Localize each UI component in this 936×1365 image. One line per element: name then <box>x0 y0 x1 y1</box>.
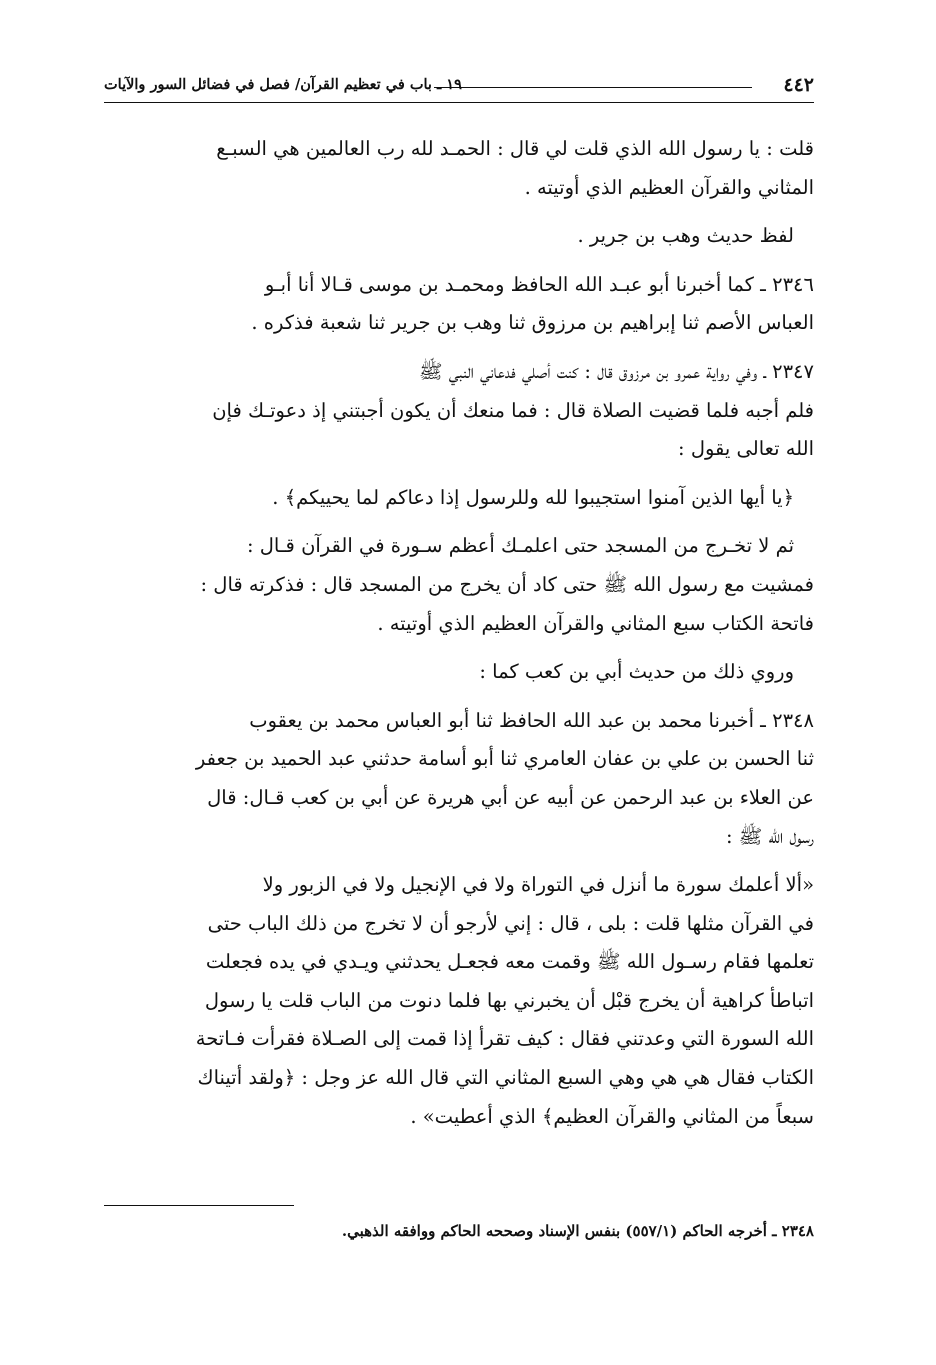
hadith-2347: ٢٣٤٧ ـ وفي رواية عمرو بن مرزوق قال : كنت أصلي فدعاني النبي ﷺ <box>418 359 814 383</box>
text-line: ثم لا تخـرج من المسجد حتى اعلمـك أعظم سـورة في القرآن قـال : <box>246 534 794 558</box>
text-line: فلم أجبه فلما قضيت الصلاة قال : فما منعك أن يكون أجبتني إذ دعوتـك فإن <box>212 398 814 422</box>
footnote-rule <box>104 1205 294 1206</box>
text-line: الله السورة التي وعدتني فقال : كيف تقرأ إذا قمت إلى الصـلاة فقرأت فـاتحة <box>195 1027 814 1051</box>
text-line: اتباطأ كراهية أن يخرج قبْل أن يخبرني بها فلما دنوت من الباب قلت يا رسول <box>204 988 814 1012</box>
running-title: ١٩ ـ باب في تعظيم القرآن/ فصل في فضائل السور والآيات <box>104 76 462 93</box>
footnote: ٢٣٤٨ ـ أخرجه الحاكم (٥٥٧/١) بنفس الإسناد وصححه الحاكم ووافقه الذهبي. <box>341 1222 814 1240</box>
text-line: سبعاً من المثاني والقرآن العظيم﴾ الذي أعطيت» . <box>410 1104 814 1128</box>
header-rule <box>434 87 752 88</box>
text-line: الكتاب فقال هي هي وهي السبع المثاني التي قال الله عز وجل : ﴿ولقد أتيناك <box>197 1066 814 1090</box>
quran-verse: ﴿يا أيها الذين آمنوا استجيبوا لله وللرسول إذا دعاكم لما يحييكم﴾ . <box>272 485 794 509</box>
text-line: قلت : يا رسول الله الذي قلت لي قال : الحمـد لله رب العالمين هي السبـع <box>216 137 814 160</box>
text-line: المثاني والقرآن العظيم الذي أوتيته . <box>524 175 814 199</box>
text-line: فاتحة الكتاب سبع المثاني والقرآن العظيم الذي أوتيته . <box>377 611 814 635</box>
hadith-2348: ٢٣٤٨ ـ أخبرنا محمد بن عبد الله الحافظ ثنا أبو العباس محمد بن يعقوب <box>249 708 814 732</box>
page-body <box>104 130 814 1136</box>
text-line: فمشيت مع رسول الله ﷺ حتى كاد أن يخرج من المسجد قال : فذكرته قال : <box>200 572 814 596</box>
text-line: العباس الأصم ثنا إبراهيم بن مرزوق ثنا وهب بن جرير ثنا شعبة فذكره . <box>251 311 814 335</box>
text-line: ثنا الحسن بن علي بن عفان العامري ثنا أبو أسامة حدثني عبد الحميد بن جعفر <box>195 747 814 771</box>
text-line: رسول الله ﷺ : <box>726 824 814 848</box>
text-line: وروي ذلك من حديث أبي بن كعب كما : <box>479 660 794 684</box>
hadith-quote: «ألا أعلمك سورة ما أنزل في التوراة ولا في الإنجيل ولا في الزبور ولا <box>262 873 814 897</box>
text-line: لفظ حديث وهب بن جرير . <box>577 224 794 248</box>
header-divider <box>104 102 814 103</box>
page-number: ٤٤٢ <box>783 74 814 96</box>
text-line: تعلمها فقام رسـول الله ﷺ وقمت معه فجعـل يحدثني ويـدي في يده فجعلت <box>205 950 814 974</box>
hadith-2346: ٢٣٤٦ ـ كما أخبرنا أبو عبـد الله الحافظ ومحمـد بن موسى قـالا أنا أبـو <box>264 272 814 296</box>
text-line: في القرآن مثلها قلت : بلى ، قال : إني لأرجو أن لا تخرج من ذلك الباب حتى <box>207 911 814 935</box>
page-header <box>104 74 814 100</box>
text-line: الله تعالى يقول : <box>678 437 814 461</box>
text-line: عن العلاء بن عبد الرحمن عن أبيه عن أبي هريرة عن أبي بن كعب قـال: قال <box>207 785 814 809</box>
book-page <box>104 62 814 1322</box>
